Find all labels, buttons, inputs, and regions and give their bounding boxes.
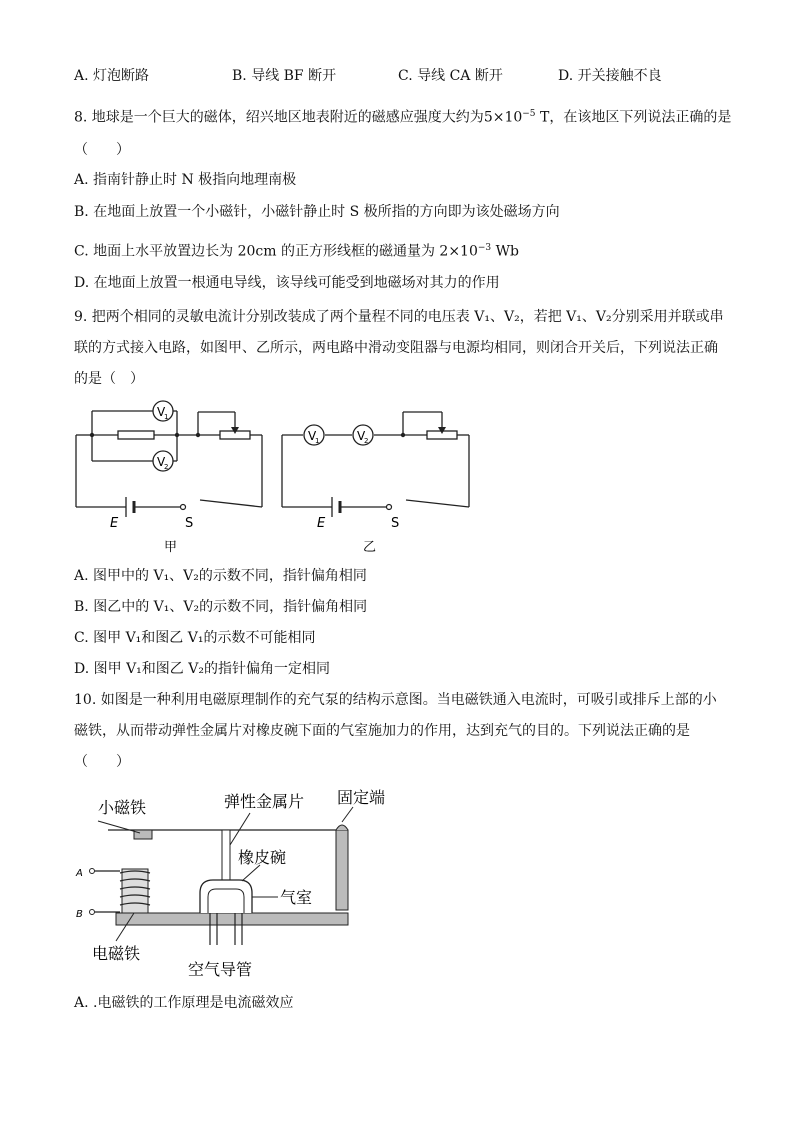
q8-stem-exponent: −5 <box>522 109 536 119</box>
q8-option-c-text-b: Wb <box>491 243 519 260</box>
q7-option-c: C. 导线 CA 断开 <box>398 68 503 84</box>
q9-stem-line1: 9. 把两个相同的灵敏电流计分别改装成了两个量程不同的电压表 V₁、V₂，若把 V₁、V₂分别采用并联或串 <box>74 309 724 325</box>
battery-label-right: E <box>317 516 326 531</box>
q10-pump-figure <box>70 785 410 985</box>
terminal-a-label: A <box>76 868 83 879</box>
q9-stem-line2: 联的方式接入电路，如图甲、乙所示，两电路中滑动变阻器与电源均相同，则闭合开关后，下列说法正确 <box>74 340 718 356</box>
label-air-tube: 空气导管 <box>188 960 253 979</box>
q8-option-d: D. 在地面上放置一根通电导线，该导线可能受到地磁场对其力的作用 <box>74 275 500 291</box>
figure-caption-yi: 乙 <box>363 540 377 555</box>
q8-option-c-value: 2×10 <box>439 243 478 260</box>
q10-answer-paren: （ ） <box>74 754 130 770</box>
switch-label-left: S <box>185 516 194 531</box>
figure-caption-jia: 甲 <box>164 540 178 555</box>
label-fixed-end: 固定端 <box>337 788 386 807</box>
q8-answer-paren: （ ） <box>74 142 130 158</box>
q8-option-c-text-a: C. 地面上水平放置边长为 20cm 的正方形线框的磁通量为 <box>74 243 440 260</box>
label-air-chamber: 气室 <box>280 888 313 907</box>
terminal-b-label: B <box>76 909 83 920</box>
svg-text:1: 1 <box>164 413 169 421</box>
q7-option-a: A. 灯泡断路 <box>74 68 150 84</box>
q8-stem <box>74 104 731 128</box>
q8-option-c-exponent: −3 <box>477 243 492 253</box>
q10-stem-line2: 磁铁，从而带动弹性金属片对橡皮碗下面的气室施加力的作用，达到充气的目的。下列说法正确的是 <box>74 723 690 739</box>
q10-stem-line1: 10. 如图是一种利用电磁原理制作的充气泵的结构示意图。当电磁铁通入电流时，可吸引或排斥上部的小 <box>74 692 717 708</box>
voltmeter-v1-label-right: V <box>308 429 317 443</box>
svg-text:1: 1 <box>315 437 320 445</box>
battery-label-left: E <box>110 516 119 531</box>
svg-text:2: 2 <box>364 437 369 445</box>
label-rubber-bowl: 橡皮碗 <box>238 848 287 867</box>
q9-circuit-figure <box>60 395 490 560</box>
q8-stem-value: 5×10 <box>483 109 523 126</box>
voltmeter-v1-label: V <box>157 405 166 419</box>
q9-option-d: D. 图甲 V₁和图乙 V₂的指针偏角一定相同 <box>74 661 330 677</box>
label-electromagnet: 电磁铁 <box>92 944 141 963</box>
q7-option-d: D. 开关接触不良 <box>558 68 662 84</box>
q8-option-a: A. 指南针静止时 N 极指向地理南极 <box>74 172 297 188</box>
q9-option-a: A. 图甲中的 V₁、V₂的示数不同，指针偏角相同 <box>74 568 367 584</box>
label-elastic-sheet: 弹性金属片 <box>224 792 305 811</box>
q7-option-b: B. 导线 BF 断开 <box>232 68 337 84</box>
q10-option-a: A. .电磁铁的工作原理是电流磁效应 <box>74 995 294 1011</box>
voltmeter-v2-label-right: V <box>357 429 366 443</box>
label-small-magnet: 小磁铁 <box>98 798 147 817</box>
svg-text:2: 2 <box>164 463 169 471</box>
q9-option-c: C. 图甲 V₁和图乙 V₁的示数不可能相同 <box>74 630 316 646</box>
switch-label-right: S <box>391 516 400 531</box>
voltmeter-v2-label: V <box>157 455 166 469</box>
q8-option-c <box>74 238 519 262</box>
q9-option-b: B. 图乙中的 V₁、V₂的示数不同，指针偏角相同 <box>74 599 368 615</box>
q8-stem-text-b: T，在该地区下列说法正确的是 <box>535 109 732 126</box>
q8-stem-text-a: 8. 地球是一个巨大的磁体，绍兴地区地表附近的磁感应强度大约为 <box>74 109 484 126</box>
q9-stem-line3: 的是（ ） <box>74 371 144 387</box>
q8-option-b: B. 在地面上放置一个小磁针，小磁针静止时 S 极所指的方向即为该处磁场方向 <box>74 204 560 220</box>
